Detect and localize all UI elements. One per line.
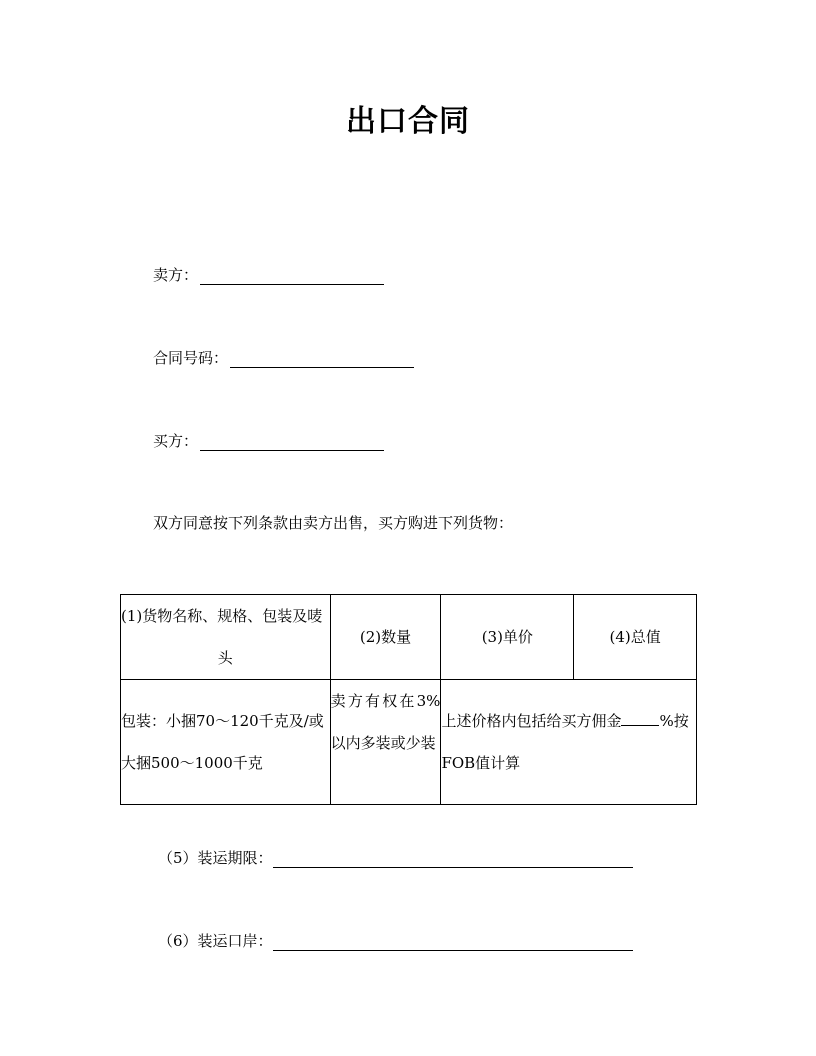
shipment-port-label: （6）装运口岸： <box>158 932 273 950</box>
seller-label: 卖方： <box>153 266 199 284</box>
packing-line2: 大捆500～1000千克 <box>121 754 263 772</box>
shipment-port-field <box>158 930 633 951</box>
intro-paragraph: 双方同意按下列条款由卖方出售，买方购进下列货物： <box>153 514 514 532</box>
shipment-period-label: （5）装运期限： <box>158 849 273 867</box>
contract-number-blank-line[interactable] <box>230 351 414 368</box>
shipment-period-field <box>158 847 633 868</box>
document-title: 出口合同 <box>346 104 470 139</box>
header-goods-line1: (1)货物名称、规格、包装及唛 <box>121 607 323 625</box>
price-note-pre: 上述价格内包括给买方佣金 <box>441 712 622 730</box>
header-goods-line2: 头 <box>217 649 233 667</box>
price-note-line2: FOB值计算 <box>441 754 521 772</box>
header-unit-price-cell: (3)单价 <box>441 595 574 680</box>
contract-number-field <box>153 347 414 368</box>
shipment-port-blank-line[interactable] <box>273 934 633 951</box>
price-note-cell <box>441 680 697 805</box>
buyer-blank-line[interactable] <box>200 434 384 451</box>
quantity-note-cell: 卖方有权在3%以内多装或少装 <box>330 680 441 805</box>
commission-blank-line[interactable] <box>621 711 659 726</box>
packing-line1: 包装：小捆70～120千克及/或 <box>121 712 324 730</box>
header-total-cell: (4)总值 <box>574 595 697 680</box>
header-quantity-cell: (2)数量 <box>330 595 441 680</box>
buyer-label: 买方： <box>153 432 199 450</box>
table-header-row <box>121 595 697 680</box>
table-row <box>121 680 697 805</box>
seller-blank-line[interactable] <box>200 268 384 285</box>
goods-table <box>120 594 697 805</box>
price-note-post: %按 <box>659 712 689 730</box>
packing-cell <box>121 680 331 805</box>
header-goods-cell <box>121 595 331 680</box>
seller-field <box>153 264 384 285</box>
buyer-field <box>153 430 384 451</box>
contract-number-label: 合同号码： <box>153 349 229 367</box>
shipment-period-blank-line[interactable] <box>273 851 633 868</box>
